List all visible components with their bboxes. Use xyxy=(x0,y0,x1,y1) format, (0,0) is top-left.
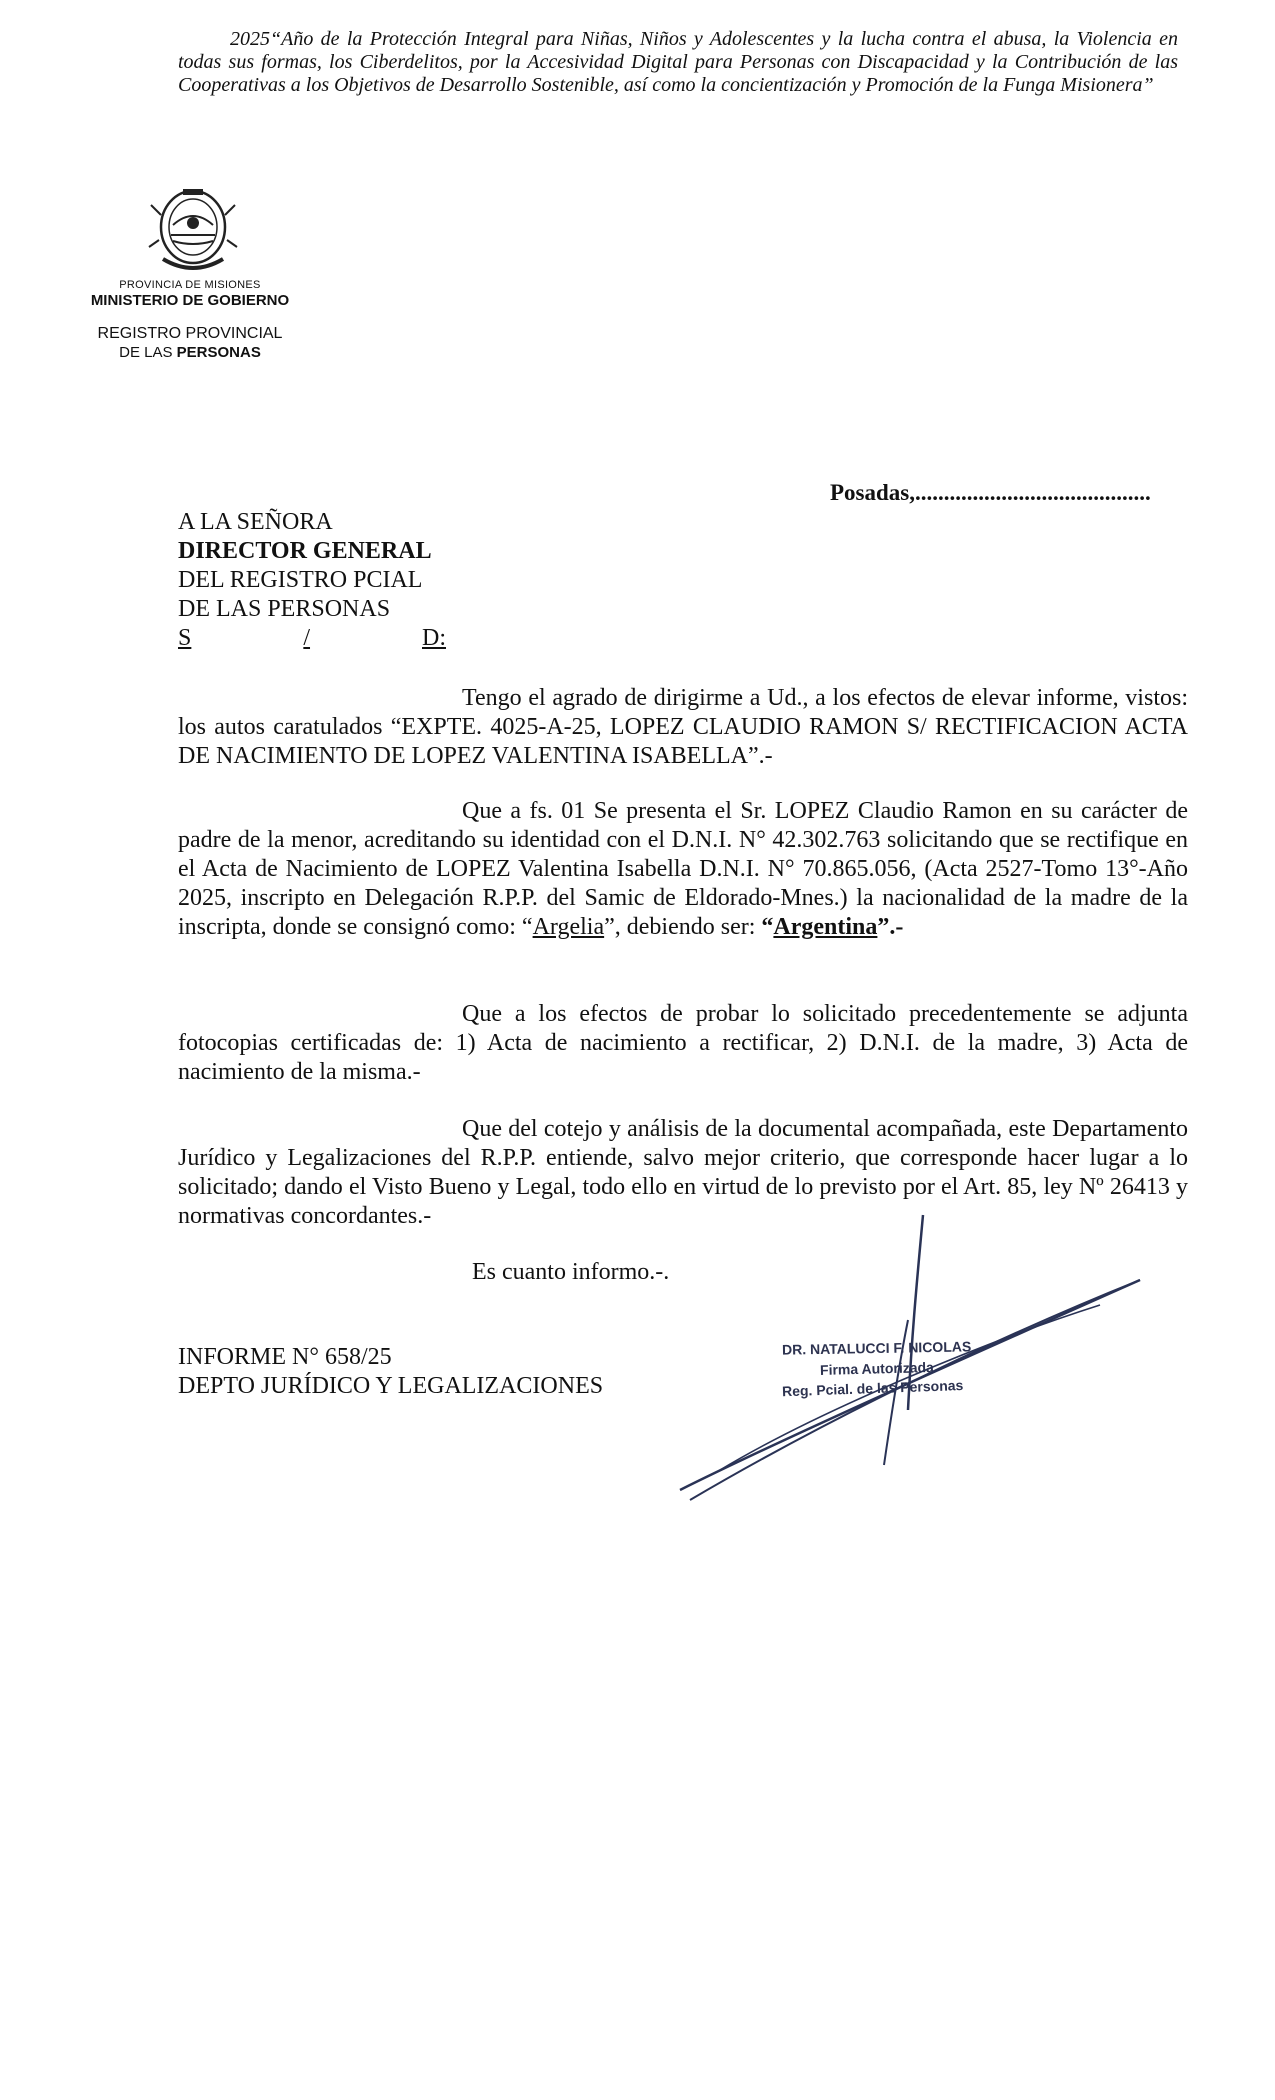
paragraph-conclusion: Que del cotejo y análisis de la documental acompañada, este Departamento Jurídico y Legalizaciones del R.P.P. entiende, salvo mejor criterio, que corresponde hacer lugar a lo solicitado; dando el Visto Bueno y Legal, todo ello en virtud de lo previsto por el Art. 85, ley Nº 26413 y normativas concordantes.- xyxy=(178,1116,1188,1229)
addressee-line-3: DEL REGISTRO PCIAL xyxy=(178,567,423,593)
organization-block xyxy=(70,278,310,362)
report-department: DEPTO JURÍDICO Y LEGALIZACIONES xyxy=(178,1373,604,1399)
stamp-office: Reg. Pcial. de las Personas xyxy=(781,1376,964,1400)
registry-label-2 xyxy=(70,343,310,362)
handwritten-signature xyxy=(660,1210,1160,1510)
registry-prefix: DE LAS xyxy=(119,344,177,361)
open-quote: “ xyxy=(761,914,774,940)
registry-label-1: REGISTRO PROVINCIAL xyxy=(97,325,283,342)
addressee-line-1: A LA SEÑORA xyxy=(178,509,333,535)
motto-line-2: en todas sus formas, los Ciberdelitos, por la Accesividad Digital para Personas con Discapacidad y la Contribución xyxy=(178,28,1178,73)
header-motto xyxy=(178,28,1178,97)
registry-bold: PERSONAS xyxy=(176,344,261,361)
request-text: Que a fs. 01 Se presenta el Sr. LOPEZ Claudio Ramon en su carácter de padre de la menor, acreditando su identidad con el D.N.I. N° 42.302.763 solicitando que se rectifique en el Acta de Nacimiento de LOPEZ Valentina Isabella D.N.I. N° 70.865.056, (Acta 2527-Tomo 13°-Año 2025, inscripto en Delegación R.P.P. del Samic de Eldorado-Mnes.) la nacionalidad de la madre de la inscripta, donde se consignó como: “ xyxy=(178,798,1188,940)
motto-line-1: 2025“Año de la Protección Integral para Niñas, Niños y Adolescentes y la lucha contra el abusa, la Violencia xyxy=(230,28,1152,50)
paragraph-intro: Tengo el agrado de dirigirme a Ud., a los efectos de elevar informe, vistos: los autos caratulados “EXPTE. 4025-A-25, LOPEZ CLAUDIO RAMON S/ RECTIFICACION ACTA DE NACIMIENTO DE LOPEZ VALENTINA ISABELLA”.- xyxy=(178,685,1188,769)
place-date: Posadas,......................................... xyxy=(830,480,1151,505)
stamp-name: DR. NATALUCCI F. NICOLAS xyxy=(781,1338,972,1358)
motto-line-3: de las Cooperativas a los Objetivos de Desarrollo Sostenible, así como la concientización y Promoción de la Funga xyxy=(178,51,1179,96)
report-number: INFORME N° 658/25 xyxy=(178,1344,392,1370)
paragraph-attachments: Que a los efectos de probar lo solicitado precedentemente se adjunta fotocopias certificadas de: 1) Acta de nacimiento a rectificar, 2) D.N.I. de la madre, 3) Acta de nacimiento de la misma.- xyxy=(178,1001,1188,1085)
motto-line-4: Misionera” xyxy=(1060,74,1154,96)
addressee-block xyxy=(178,508,446,653)
sd-s: S xyxy=(178,625,192,651)
paragraph-closing: Es cuanto informo.-. xyxy=(472,1259,670,1285)
sd-slash: / xyxy=(303,625,311,651)
request-text-2: ”, debiendo ser: xyxy=(604,914,762,940)
close-quote: ”.- xyxy=(877,914,904,940)
report-block xyxy=(178,1343,603,1401)
sd-d: D: xyxy=(422,625,446,651)
addressee-line-4: DE LAS PERSONAS xyxy=(178,596,391,622)
provincia-de-misiones-seal-icon xyxy=(143,185,243,275)
addressee-line-2: DIRECTOR GENERAL xyxy=(178,538,432,564)
wrong-nationality: Argelia xyxy=(532,914,605,940)
stamp-role: Firma Autorizada xyxy=(819,1359,935,1378)
ministry-label: MINISTERIO DE GOBIERNO xyxy=(90,292,290,309)
province-label: PROVINCIA DE MISIONES xyxy=(119,279,261,291)
su-despacho-line xyxy=(178,624,446,653)
correct-nationality: Argentina xyxy=(773,914,878,940)
paragraph-request xyxy=(178,797,1188,942)
